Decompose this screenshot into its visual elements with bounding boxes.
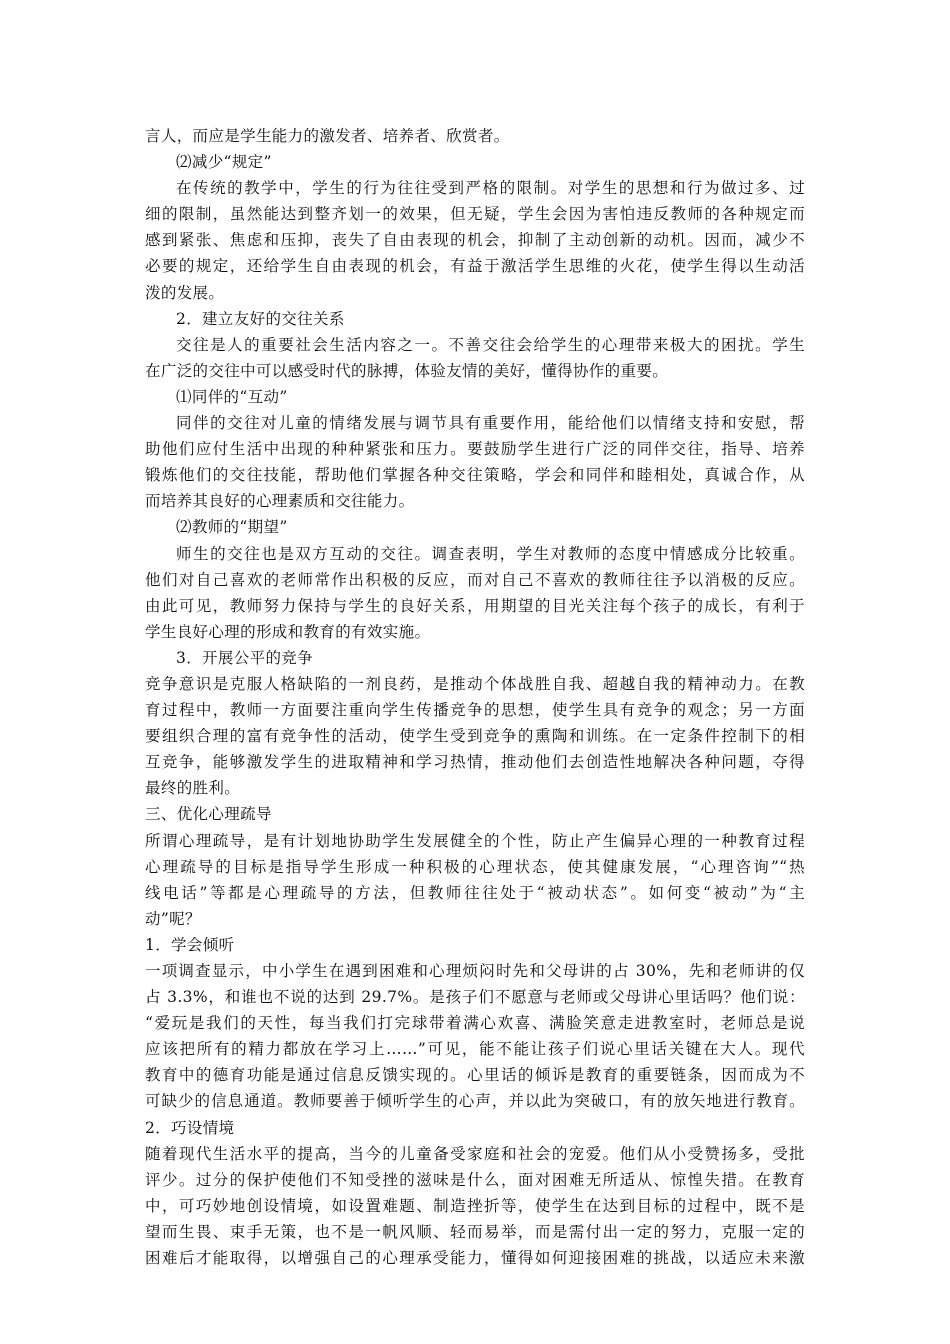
text-line: 由此可见，教师努力保持与学生的良好关系，用期望的目光关注每个孩子的成长，有利于: [145, 596, 805, 615]
text-line: 师生的交往也是双方互动的交往。调查表明，学生对教师的态度中情感成分比较重。: [176, 544, 805, 563]
text-line: 可缺少的信息通道。教师要善于倾听学生的心声，并以此为突破口，有的放矢地进行教育。: [145, 1092, 805, 1111]
text-line: 应该把所有的精力都放在学习上……”可见，能不能让孩子们说心里话关键在大人。现代: [145, 1040, 805, 1059]
text-line: “爱玩是我们的天性，每当我们打完球带着满心欢喜、满脸笑意走进教室时，老师总是说: [145, 1014, 805, 1033]
text-line: 感到紧张、焦虑和压抑，丧失了自由表现的机会，抑制了主动创新的动机。因而，减少不: [145, 231, 805, 250]
text-line: 细的限制，虽然能达到整齐划一的效果，但无疑，学生会因为害怕违反教师的各种规定而: [145, 205, 805, 224]
text-line: 互竞争，能够激发学生的进取精神和学习热情，推动他们去创造性地解决各种问题，夺得: [145, 753, 805, 772]
text-line: 3．开展公平的竞争: [176, 648, 314, 667]
text-line: ⑴同伴的“互动”: [176, 387, 288, 406]
text-line: 线电话”等都是心理疏导的方法，但教师往往处于“被动状态”。如何变“被动”为“主: [145, 883, 805, 902]
text-line: 中，可巧妙地创设情境，如设置难题、制造挫折等，使学生在达到目标的过程中，既不是: [145, 1196, 805, 1215]
text-line: 在传统的教学中，学生的行为往往受到严格的限制。对学生的思想和行为做过多、过: [176, 179, 805, 198]
text-line: 所谓心理疏导，是有计划地协助学生发展健全的个性，防止产生偏异心理的一种教育过程: [145, 831, 805, 850]
text-line: 在广泛的交往中可以感受时代的脉搏，体验友情的美好，懂得协作的重要。: [145, 361, 669, 380]
text-line: 教育中的德育功能是通过信息反馈实现的。心里话的倾诉是教育的重要链条，因而成为不: [145, 1066, 805, 1085]
text-line: 锻炼他们的交往技能，帮助他们掌握各种交往策略，学会和同伴和睦相处，真诚合作，从: [145, 466, 805, 485]
text-line: 他们对自己喜欢的老师常作出积极的反应，而对自己不喜欢的教师往往予以消极的反应。: [145, 570, 805, 589]
document-page: [145, 123, 805, 1271]
text-line: ⑵减少“规定”: [176, 153, 272, 172]
text-line: 竞争意识是克服人格缺陷的一剂良药，是推动个体战胜自我、超越自我的精神动力。在教: [145, 674, 805, 693]
text-line: 助他们应付生活中出现的种种紧张和压力。要鼓励学生进行广泛的同伴交往，指导、培养: [145, 440, 805, 459]
text-line: 言人，而应是学生能力的激发者、培养者、欣赏者。: [145, 127, 510, 145]
text-line: 2．建立友好的交往关系: [176, 309, 345, 328]
text-line: 望而生畏、束手无策，也不是一帆风顺、轻而易举，而是需付出一定的努力，克服一定的: [145, 1222, 805, 1241]
text-line: 育过程中，教师一方面要注重向学生传播竞争的思想，使学生具有竞争的观念；另一方面: [145, 701, 805, 720]
text-line: ⑵教师的“期望”: [176, 518, 288, 537]
text-line: 要组织合理的富有竞争性的活动，使学生受到竞争的熏陶和训练。在一定条件控制下的相: [145, 727, 805, 746]
text-line: 必要的规定，还给学生自由表现的机会，有益于激活学生思维的火花，使学生得以生动活: [145, 257, 805, 276]
text-line: 困难后才能取得，以增强自己的心理承受能力，懂得如何迎接困难的挑战，以适应未来激: [145, 1249, 805, 1268]
text-line: 泼的发展。: [145, 283, 225, 302]
text-line: 1．学会倾听: [145, 935, 235, 954]
text-line: 评少。过分的保护使他们不知受挫的滋味是什么，面对困难无所适从、惊惶失措。在教育: [145, 1170, 805, 1189]
text-line: 一项调查显示，中小学生在遇到困难和心理烦闷时先和父母讲的占 30%，先和老师讲的仅: [145, 962, 805, 980]
text-line: 交往是人的重要社会生活内容之一。不善交往会给学生的心理带来极大的困扰。学生: [176, 335, 805, 354]
text-line: 2．巧设情境: [145, 1118, 235, 1137]
text-line: 心理疏导的目标是指导学生形成一种积极的心理状态，使其健康发展，“心理咨询”“热: [145, 857, 805, 876]
text-line: 三、优化心理疏导: [145, 805, 272, 824]
text-line: 学生良好心理的形成和教育的有效实施。: [145, 622, 431, 641]
text-line: 动”呢？: [145, 909, 201, 928]
text-line: 而培养其良好的心理素质和交往能力。: [145, 492, 415, 511]
text-line: 随着现代生活水平的提高，当今的儿童备受家庭和社会的宠爱。他们从小受赞扬多，受批: [145, 1144, 805, 1163]
text-line: 同伴的交往对儿童的情绪发展与调节具有重要作用，能给他们以情绪支持和安慰，帮: [176, 414, 805, 433]
text-line: 占 3.3%，和谁也不说的达到 29.7%。是孩子们不愿意与老师或父母讲心里话吗？他们说：: [145, 988, 805, 1007]
text-line: 最终的胜利。: [145, 779, 241, 798]
